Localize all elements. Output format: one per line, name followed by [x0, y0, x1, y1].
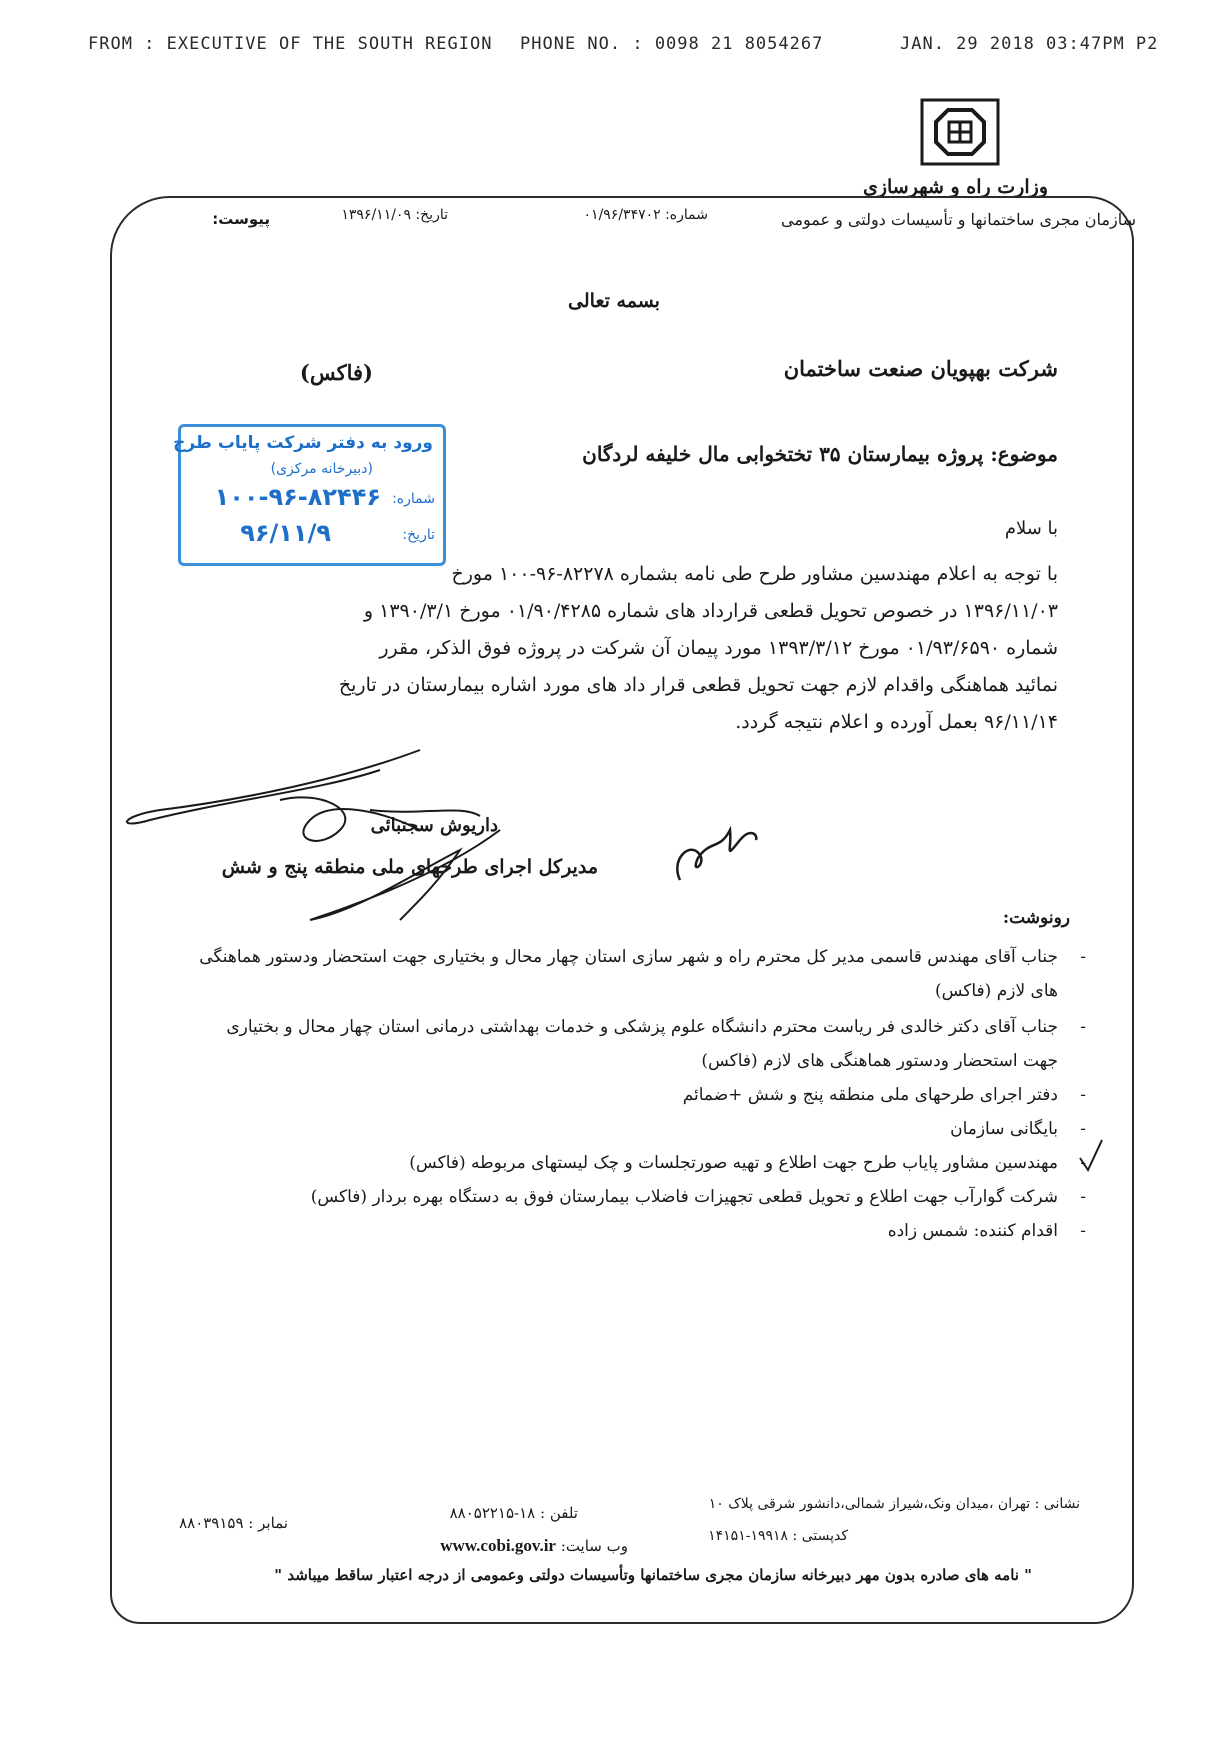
initials-signature — [660, 810, 770, 890]
cc-bullet: - — [1080, 1187, 1086, 1207]
cc-heading: رونوشت: — [1002, 908, 1070, 928]
cc-item-text: مهندسین مشاور پایاب طرح جهت اطلاع و تهیه صورتجلسات و چک لیستهای مربوطه (فاکس) — [409, 1153, 1058, 1173]
cc-item-text: شرکت گوارآب جهت اطلاع و تحویل قطعی تجهیزات فاضلاب بیمارستان فوق به دستگاه بهره بردار (فاکس) — [310, 1187, 1058, 1207]
cc-bullet: - — [1080, 1119, 1086, 1139]
signatory-title: مدیرکل اجرای طرحهای ملی منطقه پنج و شش — [221, 856, 598, 878]
receipt-stamp — [173, 424, 446, 566]
stamp-subtitle: (دبیرخانه مرکزی) — [270, 461, 373, 477]
cc-bullet: - — [1080, 1153, 1086, 1173]
bismillah: بسمه تعالی — [568, 290, 660, 312]
body-line: ۹۶/۱۱/۱۴ بعمل آورده و اعلام نتیجه گردد. — [735, 711, 1058, 733]
letter-date-value: ۱۳۹۶/۱۱/۰۹ — [341, 207, 411, 223]
cc-item — [198, 1010, 1086, 1078]
footer-website-link[interactable]: www.cobi.gov.ir — [440, 1536, 556, 1555]
greeting: با سلام — [1004, 518, 1058, 539]
recipient: شرکت بهپویان صنعت ساختمان — [783, 356, 1058, 381]
checkmark-icon — [1076, 1136, 1106, 1176]
footer-postal-code: کدپستی : ۱۹۹۱۸-۱۴۱۵۱ — [708, 1528, 848, 1544]
body-line: شماره ۰۱/۹۳/۶۵۹۰ مورخ ۱۳۹۳/۳/۱۲ مورد پیمان آن شرکت در پروژه فوق الذکر، مقرر — [379, 637, 1058, 659]
letter-number-label: شماره: — [665, 207, 708, 223]
organization-name: سازمان مجری ساختمانها و تأسیسات دولتی و عمومی — [781, 210, 1136, 229]
cc-item-text: جناب آقای مهندس قاسمی مدیر کل محترم راه و شهر سازی استان چهار محال و بختیاری جهت استحضار ودستور هماهنگی های لازم (فاکس) — [199, 947, 1058, 1001]
cc-item — [198, 1112, 1086, 1146]
fax-tag: (فاکس) — [299, 360, 373, 385]
fax-phone: PHONE NO. : 0098 21 8054267 — [520, 34, 824, 54]
body-line: ۱۳۹۶/۱۱/۰۳ در خصوص تحویل قطعی قرارداد های شماره ۰۱/۹۰/۴۲۸۵ مورخ ۱۳۹۰/۳/۱ و — [363, 600, 1058, 622]
cc-item — [198, 940, 1086, 1008]
subject: موضوع: پروژه بیمارستان ۳۵ تختخوابی مال خلیفه لردگان — [582, 442, 1058, 466]
stamp-number-value: ۱۰۰-۹۶-۸۲۴۴۶ — [214, 483, 381, 511]
ministry-logo — [920, 98, 1000, 166]
stamp-date-value: ۹۶/۱۱/۹ — [240, 519, 331, 547]
cc-bullet: - — [1080, 1017, 1086, 1037]
cc-item-text: دفتر اجرای طرحهای ملی منطقه پنج و شش +ضمائم — [682, 1085, 1058, 1105]
cc-bullet: - — [1080, 947, 1086, 967]
fax-from: FROM : EXECUTIVE OF THE SOUTH REGION — [88, 34, 493, 54]
letter-date-label: تاریخ: — [415, 207, 448, 223]
letter-body — [158, 556, 1058, 741]
stamp-title: ورود به دفتر شرکت پایاب طرح — [173, 433, 433, 453]
cc-item — [198, 1214, 1086, 1248]
cc-item-text: بایگانی سازمان — [950, 1119, 1058, 1139]
footer-disclaimer: " نامه های صادره بدون مهر دبیرخانه سازمان مجری ساختمانها وتأسیسات دولتی وعمومی از درجه اعتبار ساقط میباشد " — [274, 1566, 1032, 1584]
cc-item — [198, 1146, 1086, 1180]
footer-fax: نمابر : ۸۸۰۳۹۱۵۹ — [179, 1514, 288, 1532]
cc-item — [198, 1180, 1086, 1214]
footer-address: نشانی : تهران ،میدان ونک،شیراز شمالی،دانشور شرقی پلاک ۱۰ — [708, 1496, 1080, 1512]
letter-number-value: ۰۱/۹۶/۳۴۷۰۲ — [583, 207, 661, 223]
cc-bullet: - — [1080, 1221, 1086, 1241]
stamp-number-label: شماره: — [392, 491, 435, 507]
cc-bullet: - — [1080, 1085, 1086, 1105]
cc-item-text: جناب آقای دکتر خالدی فر ریاست محترم دانشگاه علوم پزشکی و خدمات بهداشتی درمانی استان چهار محال و بختیاری جهت استحضار ودستور هماهنگی های لازم (فاکس) — [226, 1017, 1058, 1071]
stamp-date-label: تاریخ: — [402, 527, 435, 543]
signatory-name: داریوش سجتبائی — [370, 815, 498, 836]
footer-phone: تلفن : ۱۸-۸۸۰۵۲۲۱۵ — [449, 1504, 578, 1522]
attachment-label: پیوست: — [212, 210, 270, 228]
ministry-logo-icon — [920, 98, 1000, 166]
footer-website-label: وب سایت: — [560, 1537, 628, 1555]
fax-header — [0, 34, 1228, 64]
cc-item-text: اقدام کننده: شمس زاده — [887, 1221, 1058, 1241]
footer-website — [440, 1536, 628, 1556]
body-line: با توجه به اعلام مهندسین مشاور طرح طی نامه بشماره ۸۲۲۷۸-۹۶-۱۰۰ مورخ — [451, 563, 1058, 585]
ministry-name: وزارت راه و شهرسازی — [862, 176, 1048, 198]
body-line: نمائید هماهنگی واقدام لازم جهت تحویل قطعی قرار داد های مورد اشاره بیمارستان در تاریخ — [338, 674, 1058, 696]
fax-date: JAN. 29 2018 03:47PM P2 — [900, 34, 1159, 54]
cc-item — [198, 1078, 1086, 1112]
